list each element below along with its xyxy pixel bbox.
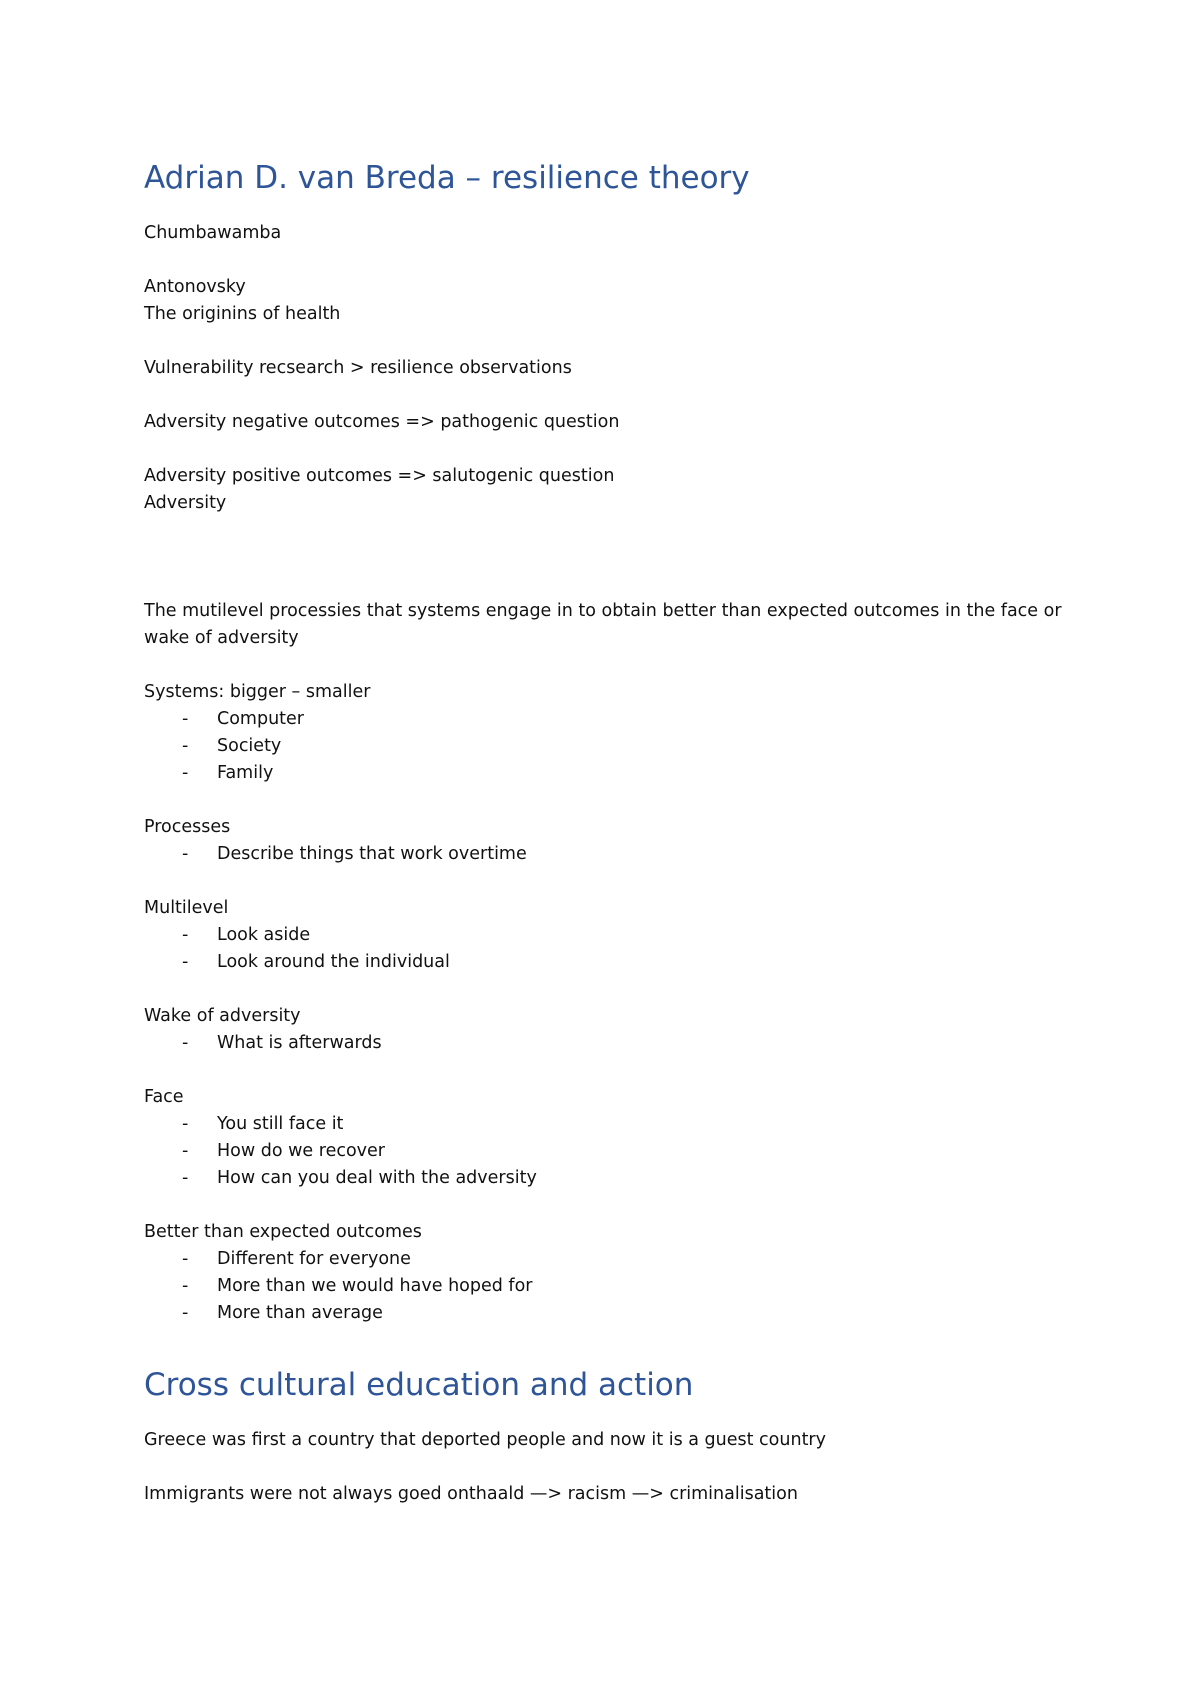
text-immigrants: Immigrants were not always goed onthaald —> racism —> criminalisation [144, 1484, 798, 1504]
list-multilevel [144, 922, 1084, 976]
list-item [144, 1030, 1084, 1057]
dash-bullet: - [182, 1276, 189, 1296]
list-item [144, 1165, 1084, 1192]
list-better-outcomes [144, 1246, 1084, 1327]
dash-bullet: - [182, 1114, 189, 1134]
list-item [144, 1111, 1084, 1138]
list-item [144, 1300, 1084, 1327]
list-item-text: More than we would have hoped for [217, 1276, 533, 1296]
text-positive-outcomes: Adversity positive outcomes => salutogenic question [144, 466, 615, 486]
spacer [144, 652, 1084, 679]
list-wake [144, 1030, 1084, 1057]
section-title-face: Face [144, 1087, 184, 1107]
spacer [144, 976, 1084, 1003]
spacer [144, 787, 1084, 814]
section-title-wake: Wake of adversity [144, 1006, 301, 1026]
dash-bullet: - [182, 1141, 189, 1161]
list-systems [144, 706, 1084, 787]
list-item [144, 1138, 1084, 1165]
text-adversity: Adversity [144, 493, 227, 513]
spacer [144, 382, 1084, 409]
list-item [144, 922, 1084, 949]
list-item-text: You still face it [217, 1114, 344, 1134]
list-processes [144, 841, 1084, 868]
list-item-text: More than average [217, 1303, 383, 1323]
list-item [144, 760, 1084, 787]
heading-resilience-theory: Adrian D. van Breda – resilience theory [144, 160, 750, 196]
text-greece: Greece was first a country that deported people and now it is a guest country [144, 1430, 826, 1450]
list-item-text: Look aside [217, 925, 311, 945]
text-origins: The originins of health [144, 304, 341, 324]
list-item-text: What is afterwards [217, 1033, 382, 1053]
spacer [144, 1192, 1084, 1219]
dash-bullet: - [182, 763, 189, 783]
list-item-text: How can you deal with the adversity [217, 1168, 537, 1188]
section-title-better-outcomes: Better than expected outcomes [144, 1222, 422, 1242]
list-item [144, 706, 1084, 733]
spacer [144, 1057, 1084, 1084]
list-item [144, 733, 1084, 760]
spacer [144, 517, 1084, 598]
list-item [144, 841, 1084, 868]
dash-bullet: - [182, 709, 189, 729]
list-item-text: Describe things that work overtime [217, 844, 527, 864]
text-band: Chumbawamba [144, 223, 282, 243]
list-item-text: Computer [217, 709, 304, 729]
text-definition: The mutilevel processies that systems engage in to obtain better than expected outcomes in the face or wake of adversity [144, 601, 1062, 648]
list-item-text: How do we recover [217, 1141, 385, 1161]
text-negative-outcomes: Adversity negative outcomes => pathogenic question [144, 412, 620, 432]
dash-bullet: - [182, 1033, 189, 1053]
dash-bullet: - [182, 925, 189, 945]
spacer [144, 247, 1084, 274]
text-vulnerability: Vulnerability recsearch > resilience observations [144, 358, 572, 378]
list-item [144, 1273, 1084, 1300]
dash-bullet: - [182, 736, 189, 756]
section-title-processes: Processes [144, 817, 231, 837]
list-item [144, 949, 1084, 976]
heading-cross-cultural: Cross cultural education and action [144, 1367, 694, 1403]
spacer [144, 868, 1084, 895]
list-item-text: Different for everyone [217, 1249, 411, 1269]
list-item [144, 1246, 1084, 1273]
list-face [144, 1111, 1084, 1192]
list-item-text: Society [217, 736, 282, 756]
list-item-text: Family [217, 763, 274, 783]
dash-bullet: - [182, 1168, 189, 1188]
dash-bullet: - [182, 1303, 189, 1323]
section-title-multilevel: Multilevel [144, 898, 229, 918]
spacer [144, 436, 1084, 463]
spacer [144, 328, 1084, 355]
spacer [144, 1454, 1084, 1481]
dash-bullet: - [182, 844, 189, 864]
dash-bullet: - [182, 952, 189, 972]
text-antonovsky: Antonovsky [144, 277, 246, 297]
list-item-text: Look around the individual [217, 952, 450, 972]
section-title-systems: Systems: bigger – smaller [144, 682, 371, 702]
dash-bullet: - [182, 1249, 189, 1269]
document-page [144, 158, 1084, 1508]
